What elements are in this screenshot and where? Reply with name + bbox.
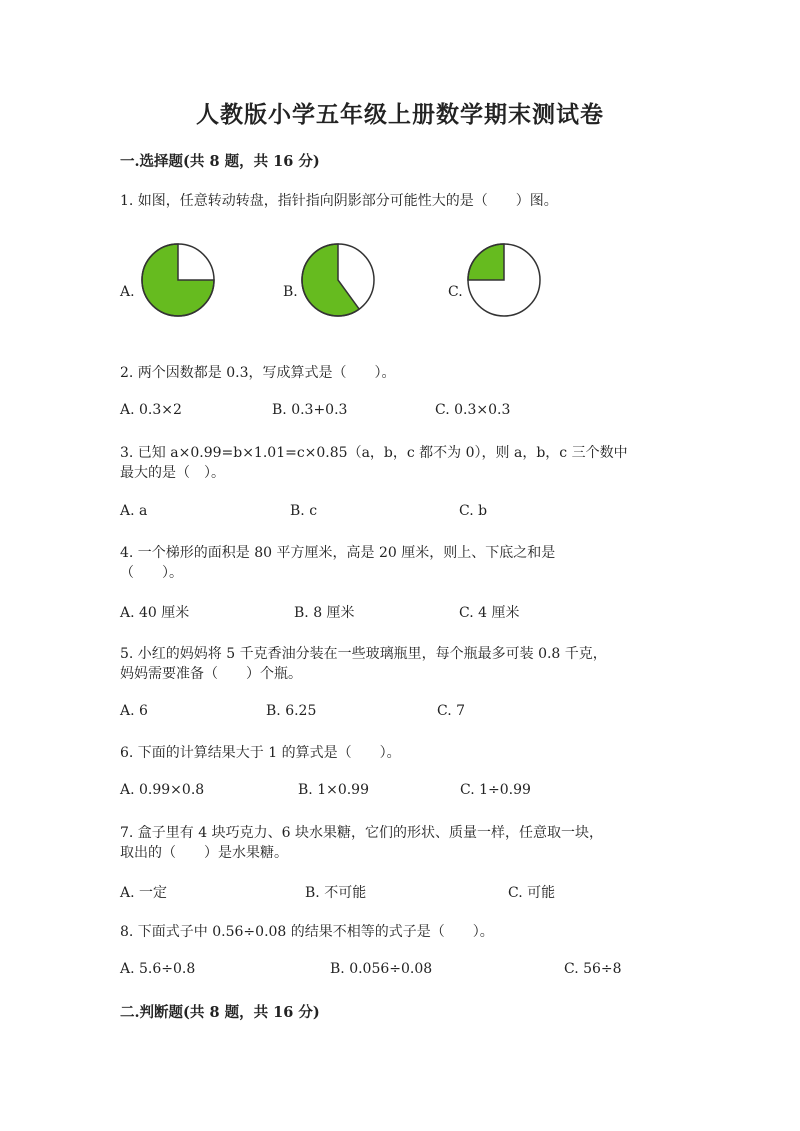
option-c: C. xyxy=(448,284,463,300)
option-a: A. 6 xyxy=(120,703,148,719)
question-text-line-1: 7. 盒子里有 4 块巧克力、6 块水果糖，它们的形状、质量一样，任意取一块， xyxy=(120,825,603,841)
option-a: A. a xyxy=(120,503,148,519)
option-c: C. 4 厘米 xyxy=(459,605,520,621)
option-b: B. c xyxy=(290,503,318,519)
option-b: B. 0.3+0.3 xyxy=(272,402,348,418)
option-c: C. 56÷8 xyxy=(564,961,622,977)
question-text: 1. 如图，任意转动转盘，指针指向阴影部分可能性大的是（ ）图。 xyxy=(120,193,558,209)
option-a: A. 一定 xyxy=(120,885,168,901)
option-b: B. 不可能 xyxy=(305,885,367,901)
question-text-line-1: 5. 小红的妈妈将 5 千克香油分装在一些玻璃瓶里，每个瓶最多可装 0.8 千克， xyxy=(120,646,607,662)
question-text: 8. 下面式子中 0.56÷0.08 的结果不相等的式子是（ ）。 xyxy=(120,924,494,940)
spinner-diagram-a xyxy=(139,241,217,319)
spinner-b-shaded-sector xyxy=(302,244,359,316)
option-a: A. 40 厘米 xyxy=(120,605,190,621)
question-text-line-2: 妈妈需要准备（ ）个瓶。 xyxy=(120,666,302,682)
option-a: A. 5.6÷0.8 xyxy=(120,961,196,977)
question-text-line-2: 最大的是（ ）。 xyxy=(120,465,225,481)
question-text-line-1: 3. 已知 a×0.99=b×1.01=c×0.85（a，b，c 都不为 0），则 a，b，c 三个数中 xyxy=(120,445,628,461)
option-b: B. 0.056÷0.08 xyxy=(330,961,433,977)
question-text: 6. 下面的计算结果大于 1 的算式是（ ）。 xyxy=(120,745,401,761)
spinner-diagram-b xyxy=(299,241,377,319)
option-b: B. 8 厘米 xyxy=(294,605,355,621)
question-text-line-1: 4. 一个梯形的面积是 80 平方厘米，高是 20 厘米，则上、下底之和是 xyxy=(120,545,556,561)
spinner-diagram-c xyxy=(465,241,543,319)
option-b: B. xyxy=(283,284,298,300)
question-text: 2. 两个因数都是 0.3，写成算式是（ ）。 xyxy=(120,365,396,381)
option-a: A. 0.3×2 xyxy=(120,402,182,418)
section-heading-choice: 一.选择题(共 8 题，共 16 分) xyxy=(120,153,320,170)
section-heading-true-false: 二.判断题(共 8 题，共 16 分) xyxy=(120,1004,320,1021)
option-c: C. 7 xyxy=(437,703,466,719)
option-c: C. 0.3×0.3 xyxy=(435,402,511,418)
page-title: 人教版小学五年级上册数学期末测试卷 xyxy=(196,101,604,128)
option-a: A. xyxy=(120,284,135,300)
question-text-line-2: 取出的（ ）是水果糖。 xyxy=(120,845,288,861)
question-text-line-2: （ ）。 xyxy=(120,565,183,581)
option-b: B. 6.25 xyxy=(266,703,317,719)
option-c: C. 可能 xyxy=(508,885,556,901)
option-c: C. 1÷0.99 xyxy=(460,782,531,798)
option-c: C. b xyxy=(459,503,488,519)
option-a: A. 0.99×0.8 xyxy=(120,782,205,798)
option-b: B. 1×0.99 xyxy=(298,782,369,798)
